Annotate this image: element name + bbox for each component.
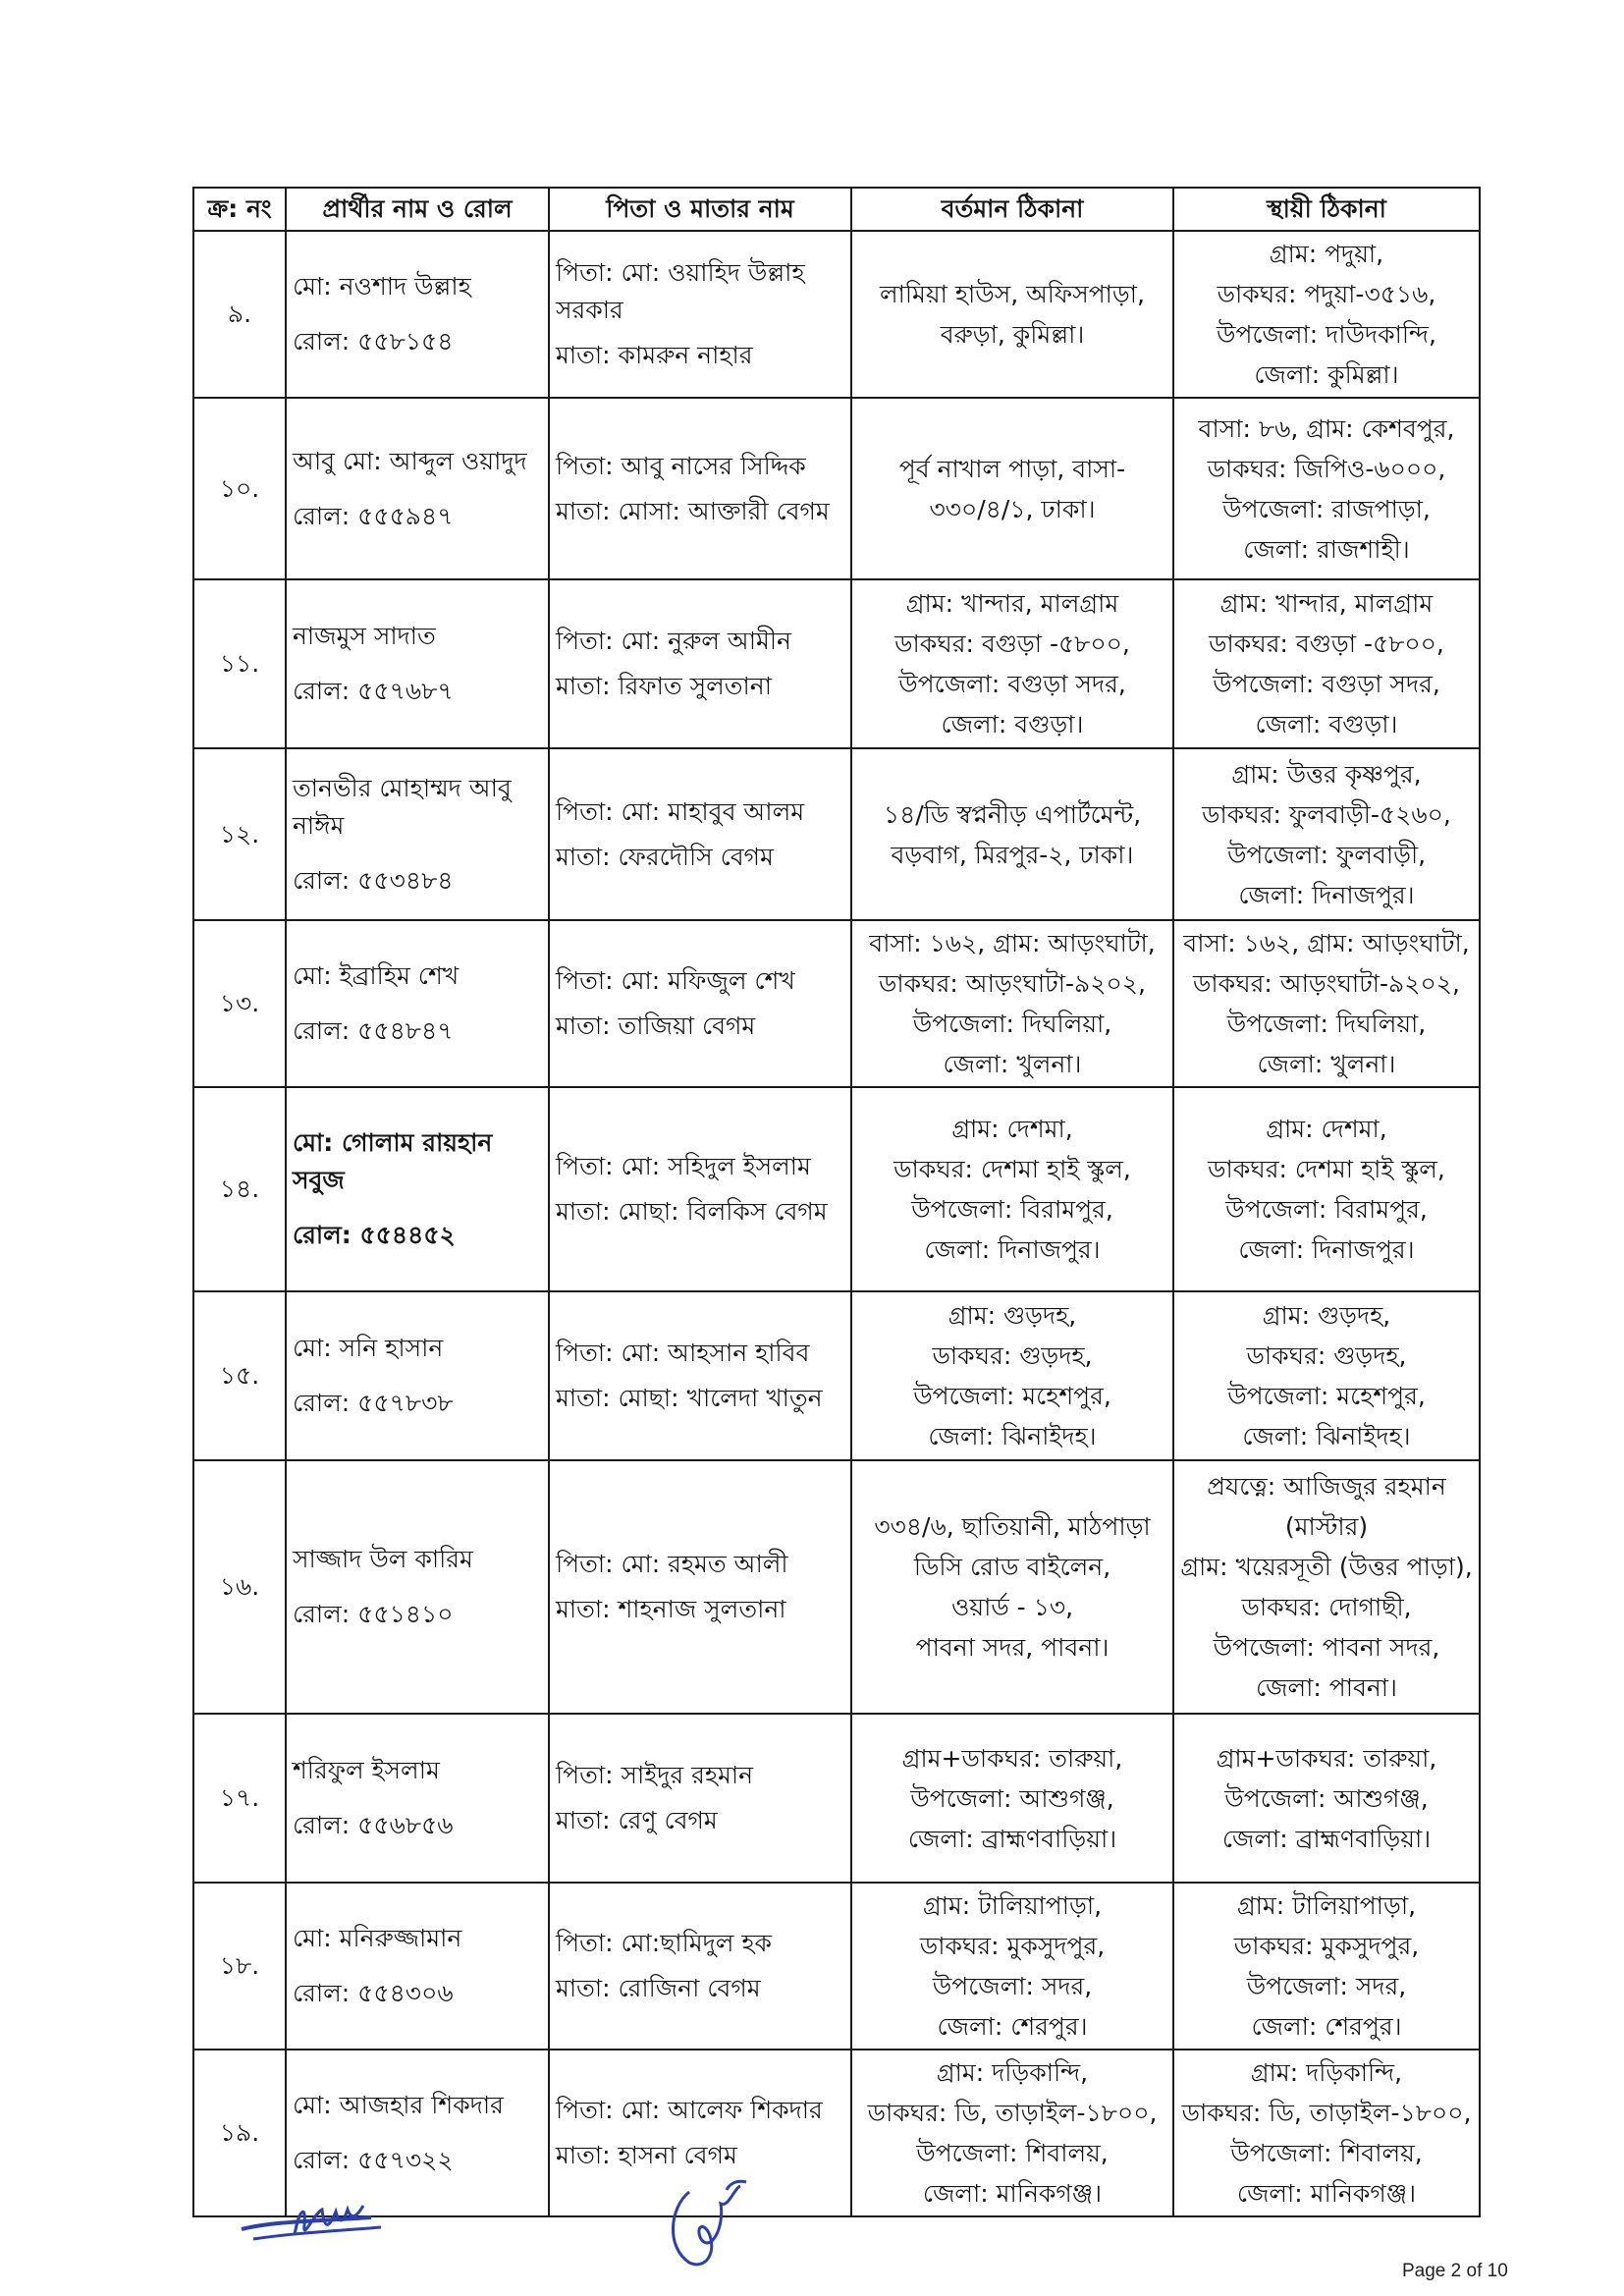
permanent-address (1173, 1460, 1480, 1714)
mother-name: মাতা: শাহনাজ সুলতানা (556, 1595, 786, 1623)
address-line: জেলা: পাবনা। (1255, 1673, 1397, 1702)
permanent-address (1173, 1714, 1480, 1883)
table-row (193, 1460, 1480, 1714)
address-line: উপজেলা: মহেশপুর, (913, 1382, 1111, 1410)
address-line: ডাকঘর: ডি, তাড়াইল-১৮০০, (867, 2099, 1158, 2127)
header-present-address: বর্তমান ঠিকানা (851, 188, 1173, 231)
address-line: ডাকঘর: দেশমা হাই স্কুল, (893, 1155, 1131, 1183)
table-header-row (193, 188, 1480, 231)
address-line: প্রযত্নে: আজিজুর রহমান (1207, 1472, 1446, 1501)
address-line: ডাকঘর: বগুড়া -৫৮০০, (894, 629, 1130, 658)
candidate-name: শরিফুল ইসলাম (293, 1756, 440, 1784)
permanent-address (1173, 1087, 1480, 1291)
address-line: ১৪/ডি স্বপ্ননীড় এপার্টমেন্ট, (883, 799, 1142, 829)
candidate-cell (286, 1460, 549, 1714)
serial-number: ১৬. (193, 1460, 286, 1714)
address-line: পূর্ব নাখাল পাড়া, বাসা- (898, 454, 1126, 483)
address-line: উপজেলা: দিঘলিয়া, (912, 1010, 1112, 1038)
roll-number: রোল: ৫৫৭৮৩৮ (293, 1389, 454, 1417)
address-line: জেলা: দিনাজপুর। (1238, 1235, 1415, 1264)
address-line: বাসা: ৮৬, গ্রাম: কেশবপুর, (1198, 413, 1455, 443)
present-address (851, 398, 1173, 579)
signature-left (234, 2192, 391, 2265)
roll-number: রোল: ৫৫৪৪৫২ (293, 1221, 456, 1249)
address-line: উপজেলা: সদর, (932, 1972, 1093, 2000)
candidate-name: সাজ্জাদ উল কারিম (293, 1545, 473, 1573)
address-line: জেলা: বগুড়া। (1255, 710, 1398, 738)
address-line: জেলা: ঝিনাইদহ। (1242, 1422, 1411, 1450)
serial-number: ১৯. (193, 2050, 286, 2216)
address-line: উপজেলা: দাউদকান্দি, (1217, 320, 1436, 349)
table-row (193, 1714, 1480, 1883)
address-line: গ্রাম: দড়িকান্দি, (936, 2058, 1089, 2087)
address-line: উপজেলা: বিরামপুর, (1225, 1195, 1428, 1224)
father-name: পিতা: মো: নুরুল আমীন (556, 627, 791, 655)
address-line: জেলা: দিনাজপুর। (1238, 880, 1415, 909)
address-line: গ্রাম+ডাকঘর: তারুয়া, (1216, 1743, 1437, 1773)
address-line: গ্রাম+ডাকঘর: তারুয়া, (901, 1743, 1123, 1773)
address-line: বরুড়া, কুমিল্লা। (940, 320, 1085, 349)
father-name: পিতা: মো: আলেফ শিকদার (556, 2096, 823, 2124)
mother-name: মাতা: রেণু বেগম (556, 1806, 718, 1834)
serial-number: ১৩. (193, 920, 286, 1087)
mother-name: মাতা: হাসনা বেগম (556, 2141, 737, 2169)
permanent-address (1173, 748, 1480, 920)
address-line: ডাকঘর: জিপিও-৬০০০, (1207, 454, 1446, 483)
address-line: উপজেলা: আশুগঞ্জ, (910, 1783, 1114, 1813)
address-line: গ্রাম: পদুয়া, (1269, 240, 1384, 268)
candidate-cell (286, 231, 549, 398)
roll-number: রোল: ৫৫৪৩০৬ (293, 1979, 454, 2007)
address-line: গ্রাম: টালিয়াপাড়া, (922, 1891, 1103, 1920)
signature-center (656, 2168, 764, 2280)
address-line: গ্রাম: দেশমা, (1266, 1115, 1387, 1143)
page-number: Page 2 of 10 (1402, 2261, 1508, 2281)
address-line: উপজেলা: বিরামপুর, (911, 1195, 1113, 1224)
parents-cell (549, 1883, 851, 2050)
father-name: পিতা: মো: সহিদুল ইসলাম (556, 1152, 811, 1180)
address-line: গ্রাম: খান্দার, মালগ্রাম (1219, 589, 1434, 618)
address-line: বাসা: ১৬২, গ্রাম: আড়ংঘাটা, (869, 929, 1156, 957)
address-line: জেলা: মানিকগঞ্জ। (922, 2179, 1103, 2208)
address-line: গ্রাম: গুড়দহ, (947, 1301, 1077, 1330)
address-line: ডাকঘর: দোগাছী, (1241, 1593, 1412, 1621)
address-line: গ্রাম: গুড়দহ, (1262, 1301, 1391, 1330)
parents-cell (549, 748, 851, 920)
candidate-name: তানভীর মোহাম্মদ আবু নাঈম (293, 773, 512, 840)
address-line: গ্রাম: দড়িকান্দি, (1250, 2058, 1403, 2087)
header-permanent-address: স্থায়ী ঠিকানা (1173, 188, 1480, 231)
mother-name: মাতা: ফেরদৌসি বেগম (556, 842, 774, 871)
roll-number: রোল: ৫৫৫৯৪৭ (293, 501, 454, 530)
father-name: পিতা: মো: মফিজুল শেখ (556, 966, 795, 995)
address-line: উপজেলা: সদর, (1246, 1972, 1407, 2000)
serial-number: ৯. (193, 231, 286, 398)
address-line: উপজেলা: বগুড়া সদর, (898, 670, 1126, 698)
present-address (851, 1087, 1173, 1291)
father-name: পিতা: মো: ওয়াহিদ উল্লাহ সরকার (556, 258, 805, 324)
address-line: বাসা: ১৬২, গ্রাম: আড়ংঘাটা, (1183, 929, 1470, 957)
permanent-address (1173, 398, 1480, 579)
serial-number: ১১. (193, 579, 286, 748)
candidate-cell (286, 579, 549, 748)
address-line: (মাস্টার) (1284, 1512, 1369, 1541)
roll-number: রোল: ৫৫৩৪৮৪ (293, 865, 454, 895)
address-line: জেলা: খুলনা। (943, 1050, 1082, 1078)
roll-number: রোল: ৫৫১৪১০ (293, 1600, 454, 1628)
address-line: জেলা: শেরপুর। (937, 2012, 1088, 2041)
candidate-cell (286, 1883, 549, 2050)
candidate-cell (286, 398, 549, 579)
candidate-table (192, 187, 1481, 2217)
parents-cell (549, 1087, 851, 1291)
candidate-name: নাজমুস সাদাত (293, 622, 436, 650)
address-line: জেলা: খুলনা। (1257, 1050, 1396, 1078)
roll-number: রোল: ৫৫৮১৫৪ (293, 327, 454, 355)
table-row (193, 231, 1480, 398)
table-row (193, 920, 1480, 1087)
table-row (193, 579, 1480, 748)
address-line: পাবনা সদর, পাবনা। (915, 1633, 1110, 1662)
address-line: উপজেলা: ফুলবাড়ী, (1226, 840, 1427, 869)
address-line: ডাকঘর: আড়ংঘাটা-৯২০২, (879, 969, 1146, 998)
permanent-address (1173, 231, 1480, 398)
table-body (193, 231, 1480, 2216)
permanent-address (1173, 579, 1480, 748)
header-serial: ক্র: নং (193, 188, 286, 231)
address-line: জেলা: ঝিনাইদহ। (928, 1422, 1097, 1450)
present-address (851, 920, 1173, 1087)
address-line: জেলা: ব্রাহ্মণবাড়িয়া। (1221, 1824, 1432, 1853)
candidate-name: মো: মনিরুজ্জামান (293, 1924, 462, 1952)
father-name: পিতা: মো: আহসান হাবিব (556, 1339, 810, 1367)
table-row (193, 398, 1480, 579)
address-line: জেলা: দিনাজপুর। (924, 1235, 1101, 1264)
candidate-name: মো: ইব্রাহিম শেখ (293, 961, 460, 990)
address-line: জেলা: বগুড়া। (941, 710, 1084, 738)
address-line: ৩৩০/৪/১, ঢাকা। (929, 494, 1096, 523)
address-line: ওয়ার্ড - ১৩, (950, 1593, 1074, 1621)
serial-number: ১৭. (193, 1714, 286, 1883)
mother-name: মাতা: মোছা: খালেদা খাতুন (556, 1384, 823, 1412)
roll-number: রোল: ৫৫৭৬৮৭ (293, 677, 454, 705)
address-line: জেলা: মানিকগঞ্জ। (1236, 2179, 1417, 2208)
address-line: ডাকঘর: গুড়দহ, (932, 1341, 1093, 1370)
header-parents: পিতা ও মাতার নাম (549, 188, 851, 231)
parents-cell (549, 920, 851, 1087)
father-name: পিতা: সাইদুর রহমান (556, 1761, 754, 1789)
mother-name: মাতা: রিফাত সুলতানা (556, 672, 772, 700)
present-address (851, 1714, 1173, 1883)
address-line: উপজেলা: শিবালয়, (1230, 2139, 1423, 2167)
permanent-address (1173, 920, 1480, 1087)
roll-number: রোল: ৫৫৪৮৪৭ (293, 1016, 454, 1045)
address-line: উপজেলা: বগুড়া সদর, (1213, 670, 1440, 698)
address-line: ডিসি রোড বাইলেন, (913, 1553, 1111, 1581)
address-line: ডাকঘর: ডি, তাড়াইল-১৮০০, (1181, 2099, 1472, 2127)
table-row (193, 1291, 1480, 1460)
address-line: জেলা: রাজশাহী। (1243, 534, 1410, 564)
present-address (851, 231, 1173, 398)
parents-cell (549, 1460, 851, 1714)
address-line: গ্রাম: টালিয়াপাড়া, (1236, 1891, 1417, 1920)
father-name: পিতা: আবু নাসের সিদ্দিক (556, 451, 806, 480)
mother-name: মাতা: রোজিনা বেগম (556, 1974, 761, 2002)
present-address (851, 2050, 1173, 2216)
address-line: গ্রাম: উত্তর কৃষ্ণপুর, (1231, 759, 1422, 789)
present-address (851, 579, 1173, 748)
candidate-cell (286, 748, 549, 920)
candidate-cell (286, 1087, 549, 1291)
address-line: উপজেলা: রাজপাড়া, (1222, 494, 1431, 523)
address-line: জেলা: ব্রাহ্মণবাড়িয়া। (907, 1824, 1117, 1853)
roll-number: রোল: ৫৫৭৩২২ (293, 2146, 454, 2174)
parents-cell (549, 398, 851, 579)
address-line: ডাকঘর: বগুড়া -৫৮০০, (1209, 629, 1444, 658)
mother-name: মাতা: মোসা: আক্তারী বেগম (556, 496, 830, 525)
address-line: গ্রাম: খয়েরসূতী (উত্তর পাড়া), (1180, 1553, 1473, 1581)
address-line: ডাকঘর: আড়ংঘাটা-৯২০২, (1193, 969, 1460, 998)
address-line: উপজেলা: আশুগঞ্জ, (1224, 1783, 1429, 1813)
address-line: উপজেলা: দিঘলিয়া, (1226, 1010, 1427, 1038)
father-name: পিতা: মো:ছামিদুল হক (556, 1929, 772, 1957)
candidate-cell (286, 1291, 549, 1460)
mother-name: মাতা: কামরুন নাহার (556, 341, 753, 369)
address-line: ডাকঘর: মুকসুদপুর, (1233, 1932, 1420, 1960)
header-candidate: প্রার্থীর নাম ও রোল (286, 188, 549, 231)
address-line: ডাকঘর: মুকসুদপুর, (919, 1932, 1106, 1960)
serial-number: ১৮. (193, 1883, 286, 2050)
table-row (193, 1087, 1480, 1291)
candidate-name: মো: সনি হাসান (293, 1334, 444, 1362)
address-line: উপজেলা: পাবনা সদর, (1213, 1633, 1440, 1662)
candidate-cell (286, 1714, 549, 1883)
present-address (851, 1460, 1173, 1714)
address-line: উপজেলা: মহেশপুর, (1227, 1382, 1426, 1410)
permanent-address (1173, 2050, 1480, 2216)
address-line: ৩৩৪/৬, ছাতিয়ানী, মাঠপাড়া (874, 1512, 1151, 1541)
address-line: বড়বাগ, মিরপুর-২, ঢাকা। (891, 840, 1134, 869)
present-address (851, 1883, 1173, 2050)
address-line: গ্রাম: খান্দার, মালগ্রাম (905, 589, 1119, 618)
father-name: পিতা: মো: মাহাবুব আলম (556, 796, 805, 826)
candidate-name: আবু মো: আব্দুল ওয়াদুদ (293, 446, 527, 475)
address-line: ডাকঘর: গুড়দহ, (1246, 1341, 1407, 1370)
parents-cell (549, 1291, 851, 1460)
table-row (193, 748, 1480, 920)
permanent-address (1173, 1291, 1480, 1460)
mother-name: মাতা: মোছা: বিলকিস বেগম (556, 1197, 828, 1226)
serial-number: ১২. (193, 748, 286, 920)
address-line: উপজেলা: শিবালয়, (916, 2139, 1109, 2167)
address-line: ডাকঘর: দেশমা হাই স্কুল, (1208, 1155, 1445, 1183)
candidate-name: মো: নওশাদ উল্লাহ (293, 272, 471, 301)
parents-cell (549, 1714, 851, 1883)
address-line: গ্রাম: দেশমা, (951, 1115, 1073, 1143)
roll-number: রোল: ৫৫৬৮৫৬ (293, 1811, 454, 1839)
parents-cell (549, 579, 851, 748)
address-line: ডাকঘর: পদুয়া-৩৫১৬, (1217, 280, 1436, 308)
address-line: ডাকঘর: ফুলবাড়ী-৫২৬০, (1202, 799, 1451, 829)
address-line: জেলা: শেরপুর। (1251, 2012, 1402, 2041)
parents-cell (549, 231, 851, 398)
serial-number: ১৪. (193, 1087, 286, 1291)
permanent-address (1173, 1883, 1480, 2050)
serial-number: ১০. (193, 398, 286, 579)
candidate-name: মো: গোলাম রায়হান সবুজ (293, 1128, 493, 1194)
table-row (193, 1883, 1480, 2050)
candidate-name: মো: আজহার শিকদার (293, 2091, 504, 2119)
candidate-cell (286, 920, 549, 1087)
father-name: পিতা: মো: রহমত আলী (556, 1550, 788, 1578)
address-line: লামিয়া হাউস, অফিসপাড়া, (880, 280, 1145, 308)
mother-name: মাতা: তাজিয়া বেগম (556, 1011, 756, 1040)
serial-number: ১৫. (193, 1291, 286, 1460)
address-line: জেলা: কুমিল্লা। (1254, 360, 1399, 389)
present-address (851, 748, 1173, 920)
present-address (851, 1291, 1173, 1460)
